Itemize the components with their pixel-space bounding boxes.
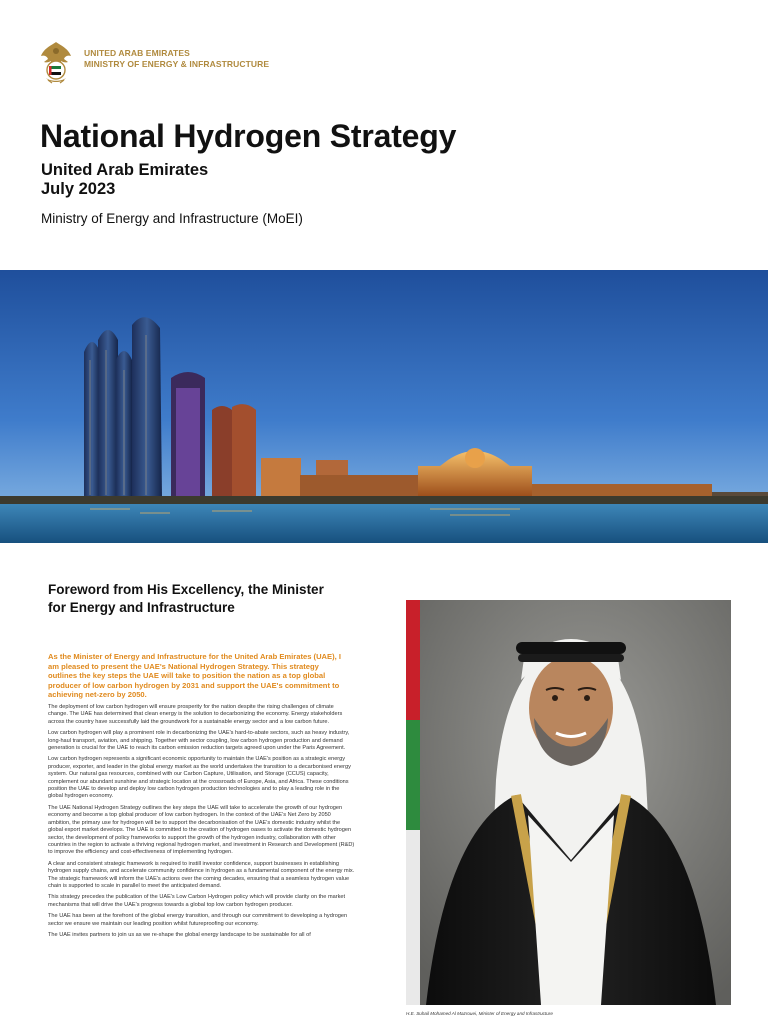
- foreword-paragraph: The UAE National Hydrogen Strategy outlines the key steps the UAE will take to accelerate the growth of our hydrogen economy and become a top global producer of low carbon hydrogen. In the context of the UAE's Net Zero by 2050 ambition, the primary use for hydrogen will be to support the decarbonisation of the UAE's domestic industry whilst the global export market develops. The UAE is committed to the creation of hydrogen oases to activate the domestic hydrogen sector, the development of policy frameworks to support the growth of the hydrogen industry, collaboration with other countries in the region to activate a thriving regional hydrogen market, and investment in Research and Development (R&D) to improve the efficiency and cost-effectiveness of implementing hydrogen.: [48, 804, 355, 856]
- uae-falcon-emblem-icon: [38, 40, 74, 84]
- foreword-paragraph: The deployment of low carbon hydrogen will ensure prosperity for the nation despite the rising challenges of climate change. The UAE has determined that clean energy is the solution to decarbonizing the economy. Energy stakeholders across the country have successfully laid the groundwork for a sustainable energy sector and a low carbon future.: [48, 704, 343, 725]
- country-subtitle: United Arab Emirates: [41, 161, 209, 179]
- foreword-paragraph: The UAE invites partners to join us as we re-shape the global energy landscape to be sustainable for all of: [48, 931, 311, 938]
- document-title: National Hydrogen Strategy: [40, 118, 457, 154]
- foreword-paragraph: This strategy precedes the publication of the UAE's Low Carbon Hydrogen policy which will provide clarity on the market mechanisms that will drive the UAE's progress towards a global top low carbon hydrogen producer.: [48, 894, 346, 908]
- foreword-lead-paragraph: As the Minister of Energy and Infrastructure for the United Arab Emirates (UAE), I am pleased to present the UAE's National Hydrogen Strategy. This strategy outlines the key steps the UAE will take to position the nation as a top global producer of low carbon hydrogen by 2031 and support the UAE's commitment to achieving net-zero by 2050.: [48, 652, 341, 700]
- org-name: [84, 48, 269, 70]
- foreword-paragraph: The UAE has been at the forefront of the global energy transition, and through our commitment to developing a hydrogen sector we ensure we maintain our leading position whilst futureproofing our economy.: [48, 913, 348, 927]
- portrait-caption: H.E. Suhail Mohamed Al Mazrouei, Minister of Energy and Infrastructure: [406, 1011, 553, 1016]
- minister-portrait-image: [406, 600, 731, 1005]
- foreword-paragraph: A clear and consistent strategic framework is required to instill investor confidence, support businesses in establishing hydrogen supply chains, and accelerate community confidence in hydrogen as a fundamental component of the energy mix. The strategic framework will inform the UAE's actions over the coming decades, ensuring that a seamless hydrogen value chain is supported to scale in parallel to meet the anticipated demand.: [48, 860, 355, 889]
- date-subtitle: July 2023: [41, 180, 116, 198]
- foreword-paragraph: Low carbon hydrogen will play a prominent role in decarbonizing the UAE's hard-to-abate sectors, such as heavy industry, long-haul transport, aviation, and shipping. Together with sector coupling, low carbon hydrogen production and demand generation is crucial for the UAE to reach its carbon emission reduction targets agreed upon under the Paris Agreement.: [48, 730, 350, 752]
- org-name-line1: UNITED ARAB EMIRATES: [84, 48, 190, 58]
- foreword-paragraph: Low carbon hydrogen represents a significant economic opportunity to maintain the UAE's position as a strategic energy producer, exporter, and leader in the global energy market as the world undertakes the transition to a decarbonised energy system. Our natural gas resources, combined with our Carbon Capture, Utilisation, and Storage (CCUS) capacity, complement our abundant sunshine and strategic location at the crossroads of Europe, Asia, and Africa. These conditions position the UAE to develop and deploy low carbon hydrogen production technologies and to play a leading role in the global hydrogen economy.: [48, 756, 351, 800]
- ministry-line: Ministry of Energy and Infrastructure (MoEI): [41, 211, 303, 226]
- foreword-title: Foreword from His Excellency, the Minister for Energy and Infrastructure: [48, 582, 324, 615]
- foreword-body: [48, 704, 355, 1024]
- abu-dhabi-skyline-image: [0, 270, 768, 543]
- org-name-line2: MINISTRY OF ENERGY & INFRASTRUCTURE: [84, 59, 270, 69]
